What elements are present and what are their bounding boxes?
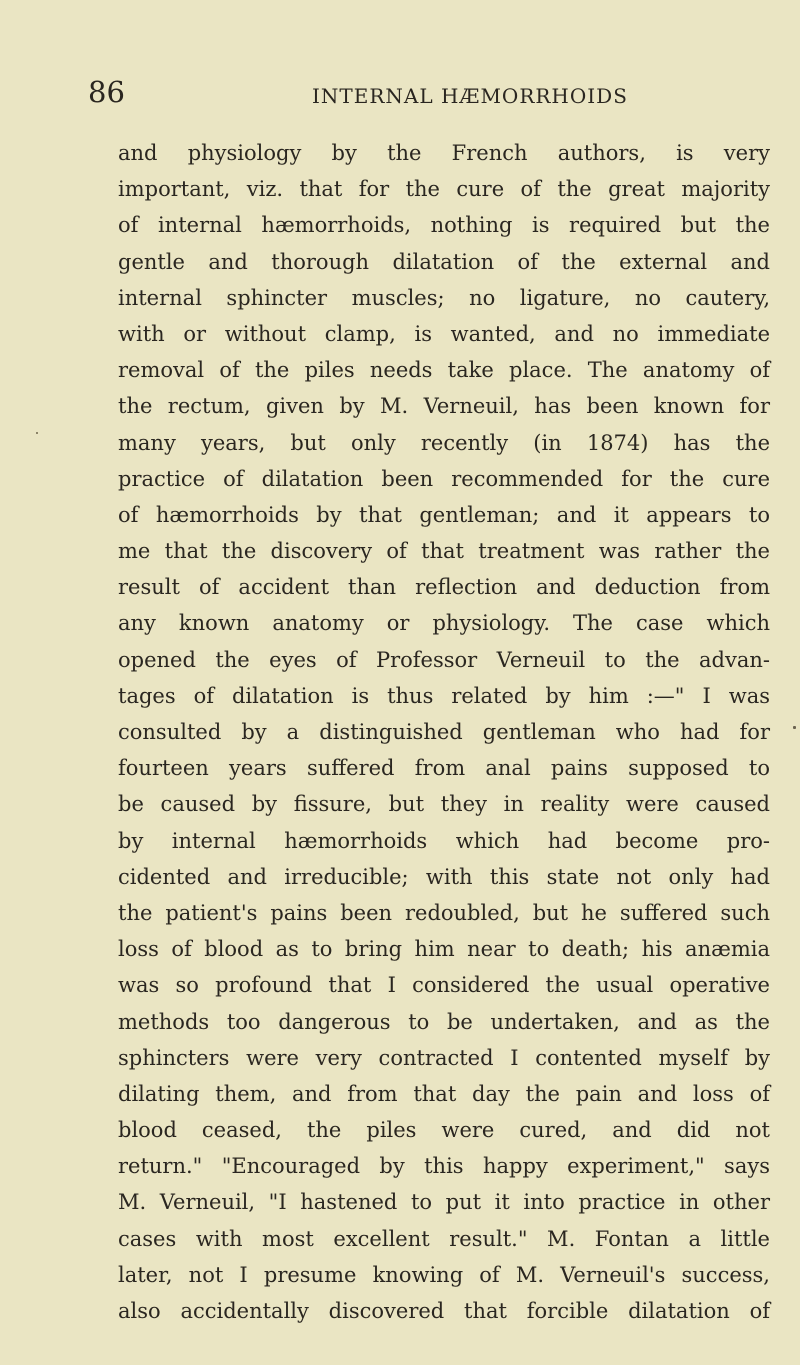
text-line: any known anatomy or physiology. The case which — [118, 611, 770, 636]
text-line: dilating them, and from that day the pain and loss of — [118, 1081, 770, 1106]
text-line: M. Verneuil, "I hastened to put it into practice in other — [118, 1190, 770, 1215]
text-line: the patient's pains been redoubled, but he suffered such — [118, 900, 770, 925]
text-line: was so profound that I considered the usual operative — [118, 973, 770, 998]
text-line: also accidentally discovered that forcible dilatation of — [118, 1299, 770, 1323]
margin-speck — [793, 726, 796, 729]
text-line: practice of dilatation been recommended for the cure — [118, 466, 770, 491]
text-line: fourteen years suffered from anal pains supposed to — [118, 756, 770, 781]
text-line: gentle and thorough dilatation of the external and — [118, 249, 770, 274]
text-line: by internal hæmorrhoids which had become pro- — [118, 828, 770, 853]
text-line: methods too dangerous to be undertaken, and as the — [118, 1009, 770, 1034]
text-line: of internal hæmorrhoids, nothing is required but the — [118, 213, 770, 238]
margin-speck — [36, 432, 38, 434]
body-text — [118, 135, 770, 1329]
text-line: cidented and irreducible; with this state not only had — [118, 864, 770, 889]
text-line: me that the discovery of that treatment was rather the — [118, 539, 770, 564]
text-line: loss of blood as to bring him near to death; his anæmia — [118, 937, 770, 962]
text-line: the rectum, given by M. Verneuil, has been known for — [118, 394, 770, 419]
text-line: cases with most excellent result." M. Fontan a little — [118, 1226, 770, 1251]
text-line: consulted by a distinguished gentleman who had for — [118, 720, 770, 744]
running-head: INTERNAL HÆMORRHOIDS — [312, 84, 628, 108]
text-line: removal of the piles needs take place. The anatomy of — [118, 358, 770, 383]
text-line: tages of dilatation is thus related by him :—" I was — [118, 683, 770, 708]
text-line: sphincters were very contracted I contented myself by — [118, 1045, 770, 1070]
text-line: later, not I presume knowing of M. Verneuil's success, — [118, 1262, 770, 1287]
page-number: 86 — [88, 75, 125, 109]
text-line: important, viz. that for the cure of the great majority — [118, 177, 770, 202]
text-line: many years, but only recently (in 1874) has the — [118, 430, 770, 455]
text-line: with or without clamp, is wanted, and no immediate — [118, 321, 770, 346]
text-line: of hæmorrhoids by that gentleman; and it appears to — [118, 502, 770, 527]
text-line: opened the eyes of Professor Verneuil to the advan- — [118, 647, 770, 672]
text-line: and physiology by the French authors, is very — [118, 141, 770, 165]
text-line: result of accident than reflection and deduction from — [118, 575, 770, 600]
text-line: blood ceased, the piles were cured, and did not — [118, 1118, 770, 1143]
text-line: internal sphincter muscles; no ligature, no cautery, — [118, 285, 770, 310]
text-line: return." "Encouraged by this happy experiment," says — [118, 1154, 770, 1179]
text-line: be caused by fissure, but they in reality were caused — [118, 792, 770, 817]
